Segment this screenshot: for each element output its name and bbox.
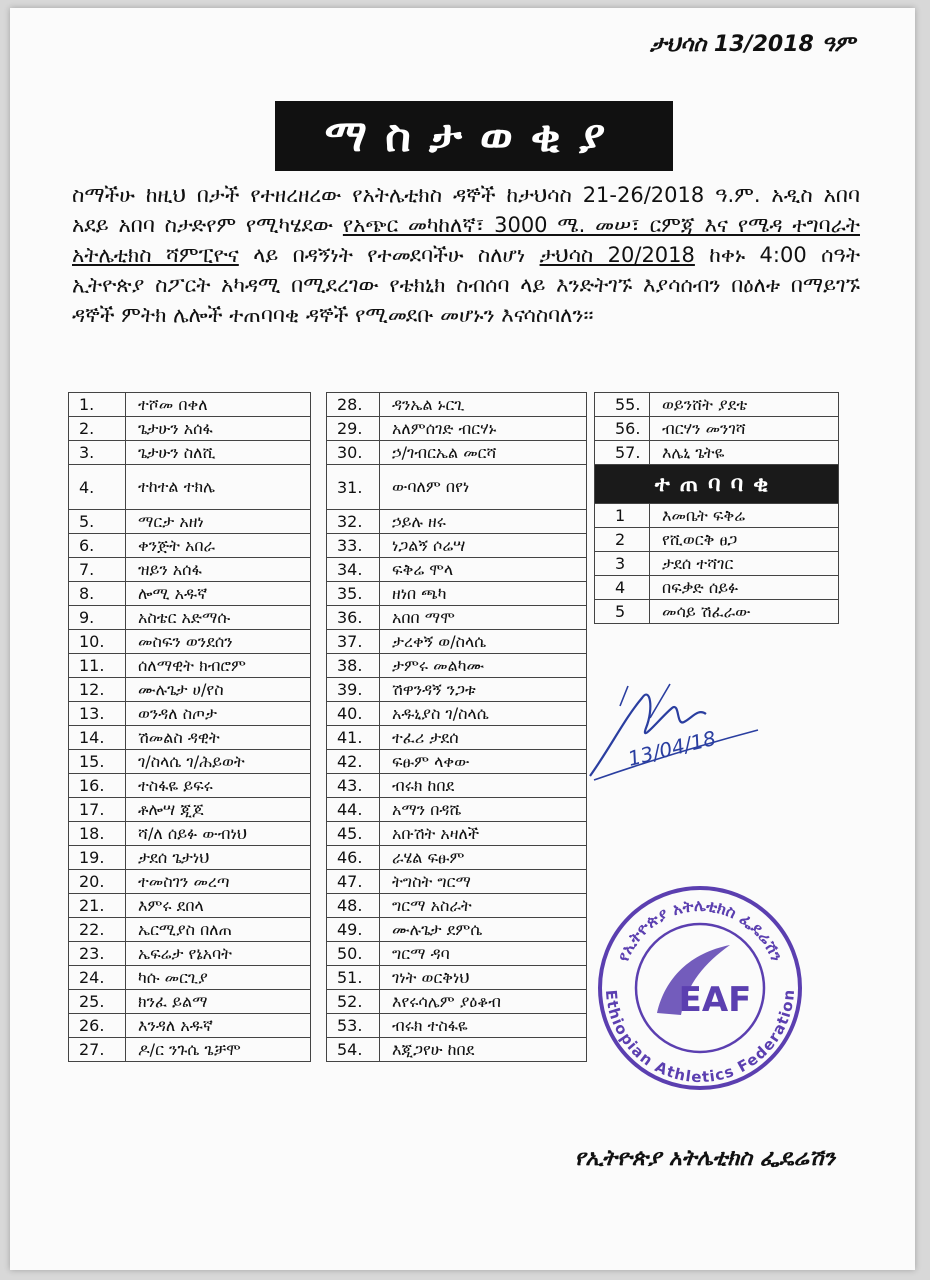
table-row	[69, 1038, 311, 1062]
row-number: 46.	[327, 846, 380, 870]
table-row	[327, 990, 587, 1014]
notice-meeting-date: ታህሳስ 20/2018	[539, 243, 695, 267]
table-row	[327, 510, 587, 534]
table-row	[69, 510, 311, 534]
table-row	[595, 441, 839, 465]
row-number: 6.	[69, 534, 126, 558]
judge-name: እሌኒ ጌትዬ	[650, 441, 839, 465]
row-number: 12.	[69, 678, 126, 702]
row-number: 44.	[327, 798, 380, 822]
judge-name: ብርሃን መንገሻ	[650, 417, 839, 441]
table-row	[327, 894, 587, 918]
row-number: 56.	[595, 417, 650, 441]
table-row	[69, 726, 311, 750]
table-row	[69, 774, 311, 798]
row-number: 7.	[69, 558, 126, 582]
row-number: 26.	[69, 1014, 126, 1038]
judge-name: ቶሎሣ ጂጆ	[126, 798, 311, 822]
judge-name: ክንፈ ይልማ	[126, 990, 311, 1014]
table-row	[69, 894, 311, 918]
judge-name: ብሩክ ተስፋዬ	[380, 1014, 587, 1038]
judge-name: ሙሉጌታ ሀ/የስ	[126, 678, 311, 702]
row-number: 4.	[69, 465, 126, 510]
table-row	[69, 606, 311, 630]
table-row	[69, 393, 311, 417]
table-row	[69, 990, 311, 1014]
table-row	[327, 1038, 587, 1062]
table-row	[327, 465, 587, 510]
table-row	[327, 774, 587, 798]
judge-name: አበበ ማሞ	[380, 606, 587, 630]
judge-name: እየሩሳሌም ያዕቆብ	[380, 990, 587, 1014]
judge-name: አቡሽት አዛለች	[380, 822, 587, 846]
row-number: 1.	[69, 393, 126, 417]
judge-name: እጂጋየሁ ከበደ	[380, 1038, 587, 1062]
table-row	[327, 822, 587, 846]
judge-name: ታደሰ ተሻገር	[650, 552, 839, 576]
row-number: 5	[595, 600, 650, 624]
table-row	[69, 678, 311, 702]
row-number: 14.	[69, 726, 126, 750]
table-row	[595, 417, 839, 441]
judge-name: ዝይን አሰፋ	[126, 558, 311, 582]
row-number: 15.	[69, 750, 126, 774]
judge-name: ማርታ አዘነ	[126, 510, 311, 534]
row-number: 22.	[69, 918, 126, 942]
table-row	[69, 582, 311, 606]
judge-name: ፍፁም ላቀው	[380, 750, 587, 774]
judge-name: እምሩ ደበላ	[126, 894, 311, 918]
judge-name: ኤፍሬታ የኔአባት	[126, 942, 311, 966]
row-number: 51.	[327, 966, 380, 990]
judge-name: ወይንሸት ያደቴ	[650, 393, 839, 417]
row-number: 31.	[327, 465, 380, 510]
table-row	[69, 654, 311, 678]
row-number: 52.	[327, 990, 380, 1014]
row-number: 2	[595, 528, 650, 552]
judge-name: መስፍን ወንደሰን	[126, 630, 311, 654]
judge-name: ግርማ አስራት	[380, 894, 587, 918]
judge-name: መሳይ ሽፈራው	[650, 600, 839, 624]
table-row	[595, 393, 839, 417]
judge-name: ሻ/ለ ሰይፉ ውብነህ	[126, 822, 311, 846]
table-row	[69, 630, 311, 654]
judge-name: ብሩክ ከበደ	[380, 774, 587, 798]
table-row	[327, 534, 587, 558]
table-row	[327, 702, 587, 726]
table-row	[69, 465, 311, 510]
row-number: 49.	[327, 918, 380, 942]
table-row	[327, 798, 587, 822]
table-row	[69, 798, 311, 822]
judge-name: ታምሩ መልካሙ	[380, 654, 587, 678]
table-row	[69, 822, 311, 846]
judge-name: ጌታሁን አሰፋ	[126, 417, 311, 441]
table-row	[69, 942, 311, 966]
judge-name: ኃይሉ ዘሩ	[380, 510, 587, 534]
judge-name: ተሾመ በቀለ	[126, 393, 311, 417]
row-number: 10.	[69, 630, 126, 654]
judge-name: ውባለም በየነ	[380, 465, 587, 510]
judge-name: ሙሉጌታ ደምሴ	[380, 918, 587, 942]
issuer-name: የኢትዮጵያ አትሌቲክስ ፌዴሬሽን	[574, 1146, 835, 1171]
row-number: 40.	[327, 702, 380, 726]
stamp-text-english: Ethiopian Athletics Federation	[601, 989, 799, 1087]
judge-name: በፍቃድ ሰይፉ	[650, 576, 839, 600]
row-number: 37.	[327, 630, 380, 654]
table-row	[327, 558, 587, 582]
judge-name: ታረቀኝ ወ/ስላሴ	[380, 630, 587, 654]
row-number: 39.	[327, 678, 380, 702]
row-number: 23.	[69, 942, 126, 966]
judge-name: ትግስት ግርማ	[380, 870, 587, 894]
judge-name: ሽመልስ ዳዊት	[126, 726, 311, 750]
judge-name: ታደሰ ጌታነህ	[126, 846, 311, 870]
row-number: 3	[595, 552, 650, 576]
judge-name: ሽዋንዳኝ ንጋቱ	[380, 678, 587, 702]
judge-name: ገ/ስላሴ ገ/ሕይወት	[126, 750, 311, 774]
row-number: 33.	[327, 534, 380, 558]
row-number: 11.	[69, 654, 126, 678]
table-row	[69, 846, 311, 870]
judges-table-3	[594, 392, 839, 624]
table-row	[327, 441, 587, 465]
row-number: 41.	[327, 726, 380, 750]
row-number: 36.	[327, 606, 380, 630]
table-row	[69, 417, 311, 441]
table-row	[595, 504, 839, 528]
judge-name: ዘነበ ጫካ	[380, 582, 587, 606]
table-row	[69, 1014, 311, 1038]
row-number: 25.	[69, 990, 126, 1014]
table-row	[327, 846, 587, 870]
row-number: 24.	[69, 966, 126, 990]
judges-table-2	[326, 392, 587, 1062]
federation-stamp	[595, 883, 805, 1093]
row-number: 28.	[327, 393, 380, 417]
judge-name: ተፈሪ ታደሰ	[380, 726, 587, 750]
row-number: 4	[595, 576, 650, 600]
table-row	[69, 534, 311, 558]
row-number: 27.	[69, 1038, 126, 1062]
row-number: 19.	[69, 846, 126, 870]
notice-body	[72, 180, 860, 330]
table-row	[327, 606, 587, 630]
judge-name: ዳንኤል ኑርጊ	[380, 393, 587, 417]
judge-name: አማን በዳሼ	[380, 798, 587, 822]
judge-name: እመቤት ፍቅሬ	[650, 504, 839, 528]
judge-name: ተከተል ተክሌ	[126, 465, 311, 510]
table-row	[327, 870, 587, 894]
row-number: 29.	[327, 417, 380, 441]
table-row	[595, 552, 839, 576]
table-row	[69, 441, 311, 465]
judge-name: ዶ/ር ንጉሴ ጌቻሞ	[126, 1038, 311, 1062]
row-number: 54.	[327, 1038, 380, 1062]
row-number: 13.	[69, 702, 126, 726]
table-row	[69, 966, 311, 990]
row-number: 2.	[69, 417, 126, 441]
table-row	[327, 1014, 587, 1038]
table-row	[327, 942, 587, 966]
reserve-heading: ተጠባባቂ	[595, 465, 839, 504]
table-row	[327, 726, 587, 750]
judge-name: ፍቅሬ ሞላ	[380, 558, 587, 582]
judge-name: ነጋልኝ ሶሬሣ	[380, 534, 587, 558]
table-row	[327, 750, 587, 774]
stamp-text-amharic: የኢትዮጵያ አትሌቲክስ ፌዴሬሽን	[613, 896, 787, 965]
table-row	[327, 966, 587, 990]
table-row	[327, 678, 587, 702]
judge-name: ኃ/ገብርኤል መርሻ	[380, 441, 587, 465]
judges-table-1	[68, 392, 311, 1062]
table-row	[69, 558, 311, 582]
row-number: 20.	[69, 870, 126, 894]
notice-text-3: ከቀኑ 4:00 ሰዓት ኢትዮጵያ ስፖርት አካዳሚ በሚደረገው የቴክኒክ ስብሰባ ላይ እንድትገኙ እያሳሰብን በዕለቱ በማይገኙ ዳኞች ምትክ ሌሎች ተጠባባቂ ዳኞች የሚመደቡ መሆኑን እናሳስባለን፡፡	[72, 243, 860, 327]
notice-championship: የአጭር መካከለኛ፣ 3000 ሜ. መሠ፣ ርምጃ እና የሜዳ ተግባራት አትሌቲክስ ሻምፒዮና	[72, 213, 860, 267]
document-page	[10, 8, 915, 1270]
table-row	[69, 750, 311, 774]
row-number: 18.	[69, 822, 126, 846]
row-number: 21.	[69, 894, 126, 918]
judge-name: አዱኒያስ ገ/ስላሴ	[380, 702, 587, 726]
row-number: 55.	[595, 393, 650, 417]
judge-name: ጌታሁን ስለሺ	[126, 441, 311, 465]
judge-name: ካሱ መርጊያ	[126, 966, 311, 990]
judge-name: ገነት ወርቅነህ	[380, 966, 587, 990]
table-row	[327, 393, 587, 417]
table-row	[69, 702, 311, 726]
row-number: 47.	[327, 870, 380, 894]
judge-name: ግርማ ዳባ	[380, 942, 587, 966]
reserve-header-row	[595, 465, 839, 504]
judge-name: ወንዳለ ስጦታ	[126, 702, 311, 726]
row-number: 8.	[69, 582, 126, 606]
judge-name: አስቴር አድማሱ	[126, 606, 311, 630]
notice-title: ማስታወቂያ	[275, 101, 673, 171]
judge-name: ተስፋዬ ይፍሩ	[126, 774, 311, 798]
judge-name: ቀንጅት አበራ	[126, 534, 311, 558]
row-number: 48.	[327, 894, 380, 918]
notice-text-1: ስማችሁ ከዚህ በታች የተዘረዘረው የአትሌቲክስ ዳኞች ከታህሳስ 21-26/2018 ዓ.ም. አዲስ አበባ አደይ አበባ ስታድየም የሚካሄደው	[72, 183, 860, 237]
row-number: 42.	[327, 750, 380, 774]
judge-name: ሰለማዊት ክብሮም	[126, 654, 311, 678]
table-row	[327, 654, 587, 678]
row-number: 43.	[327, 774, 380, 798]
document-date: ታህሳስ 13/2018 ዓም	[650, 32, 855, 57]
table-row	[327, 630, 587, 654]
row-number: 32.	[327, 510, 380, 534]
table-row	[69, 918, 311, 942]
table-row	[327, 918, 587, 942]
judge-name: የሺወርቅ ፀጋ	[650, 528, 839, 552]
row-number: 3.	[69, 441, 126, 465]
table-row	[595, 600, 839, 624]
row-number: 9.	[69, 606, 126, 630]
judge-name: ተመስገን መረጣ	[126, 870, 311, 894]
row-number: 38.	[327, 654, 380, 678]
judge-name: ራሄል ፍፁም	[380, 846, 587, 870]
row-number: 35.	[327, 582, 380, 606]
table-row	[69, 870, 311, 894]
judge-name: እንዳለ አዱኛ	[126, 1014, 311, 1038]
signature-date: 13/04/18	[625, 725, 719, 771]
row-number: 5.	[69, 510, 126, 534]
row-number: 30.	[327, 441, 380, 465]
row-number: 45.	[327, 822, 380, 846]
row-number: 1	[595, 504, 650, 528]
table-row	[595, 528, 839, 552]
row-number: 53.	[327, 1014, 380, 1038]
notice-text-2: ላይ በዳኝነት የተመደባችሁ ስለሆነ	[238, 243, 540, 267]
table-row	[595, 576, 839, 600]
stamp-emblem: EAF	[678, 980, 752, 1020]
row-number: 50.	[327, 942, 380, 966]
judge-name: አለምሰገድ ብርሃኑ	[380, 417, 587, 441]
row-number: 34.	[327, 558, 380, 582]
judge-name: ኤርሚያስ በለጠ	[126, 918, 311, 942]
row-number: 57.	[595, 441, 650, 465]
row-number: 17.	[69, 798, 126, 822]
table-row	[327, 582, 587, 606]
signature	[580, 678, 770, 788]
table-row	[327, 417, 587, 441]
judge-name: ሎሚ አዱኛ	[126, 582, 311, 606]
row-number: 16.	[69, 774, 126, 798]
